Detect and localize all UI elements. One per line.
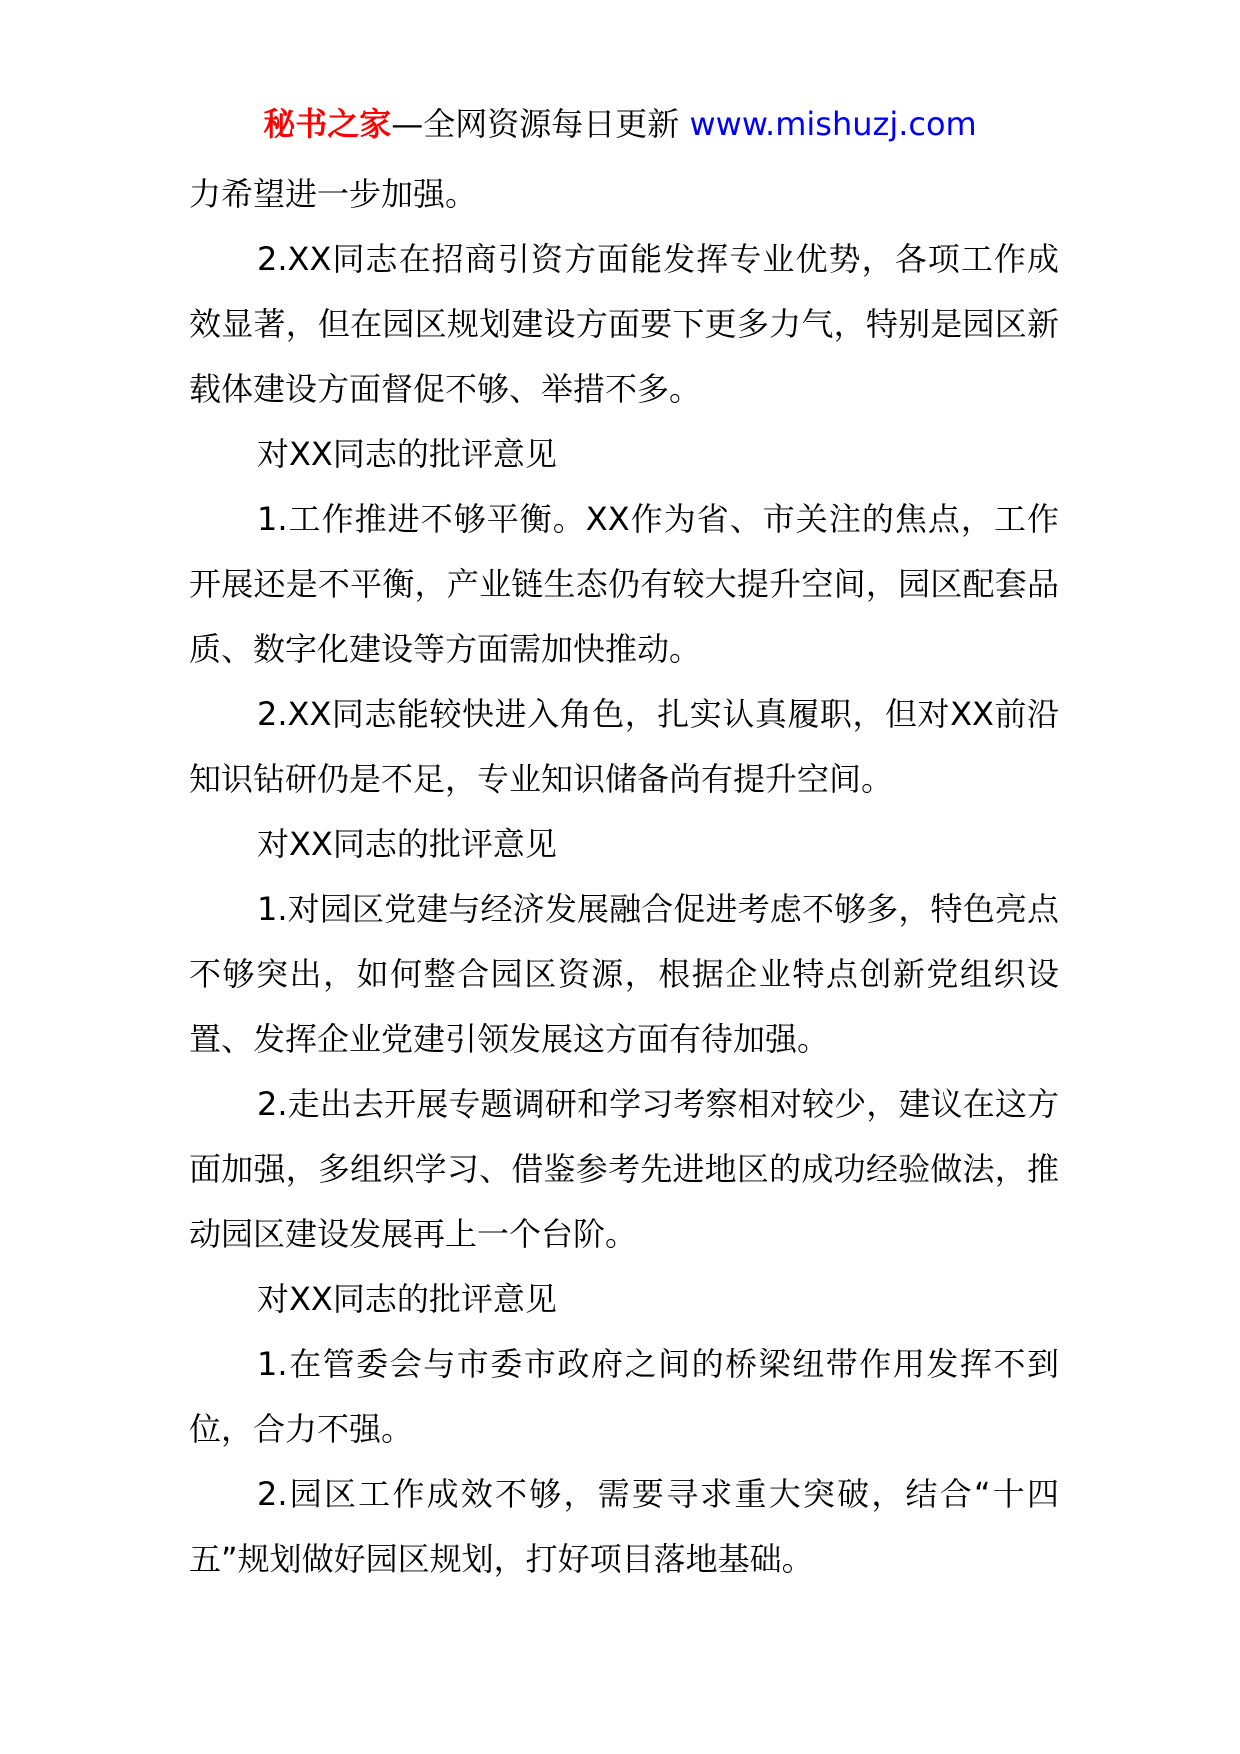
paragraph: 1.对园区党建与经济发展融合促进考虑不够多，特色亮点不够突出，如何整合园区资源，根据企业特点创新党组织设置、发挥企业党建引领发展这方面有待加强。 xyxy=(189,890,1059,1058)
paragraph: 2.XX同志能较快进入角色，扎实认真履职，但对XX前沿知识钻研仍是不足，专业知识储备尚有提升空间。 xyxy=(189,695,1059,798)
document-body xyxy=(189,162,1059,1592)
paragraph: 2.XX同志在招商引资方面能发挥专业优势，各项工作成效显著，但在园区规划建设方面要下更多力气，特别是园区新载体建设方面督促不够、举措不多。 xyxy=(189,240,1059,408)
brand-name: 秘书之家 xyxy=(263,105,392,143)
website-link[interactable]: www.mishuzj.com xyxy=(689,105,977,143)
page-header xyxy=(0,100,1240,148)
paragraph: 1.工作推进不够平衡。XX作为省、市关注的焦点，工作开展还是不平衡，产业链生态仍有较大提升空间，园区配套品质、数字化建设等方面需加快推动。 xyxy=(189,500,1059,668)
section-heading: 对XX同志的批评意见 xyxy=(257,435,557,473)
paragraph: 2.走出去开展专题调研和学习考察相对较少，建议在这方面加强，多组织学习、借鉴参考先进地区的成功经验做法，推动园区建设发展再上一个台阶。 xyxy=(189,1085,1059,1253)
header-slogan: —全网资源每日更新 xyxy=(391,105,690,143)
paragraph: 1.在管委会与市委市政府之间的桥梁纽带作用发挥不到位，合力不强。 xyxy=(189,1345,1059,1448)
paragraph: 2.园区工作成效不够，需要寻求重大突破，结合“十四五”规划做好园区规划，打好项目落地基础。 xyxy=(189,1475,1059,1578)
section-heading: 对XX同志的批评意见 xyxy=(257,1280,557,1318)
section-heading: 对XX同志的批评意见 xyxy=(257,825,557,863)
paragraph: 力希望进一步加强。 xyxy=(189,175,478,213)
